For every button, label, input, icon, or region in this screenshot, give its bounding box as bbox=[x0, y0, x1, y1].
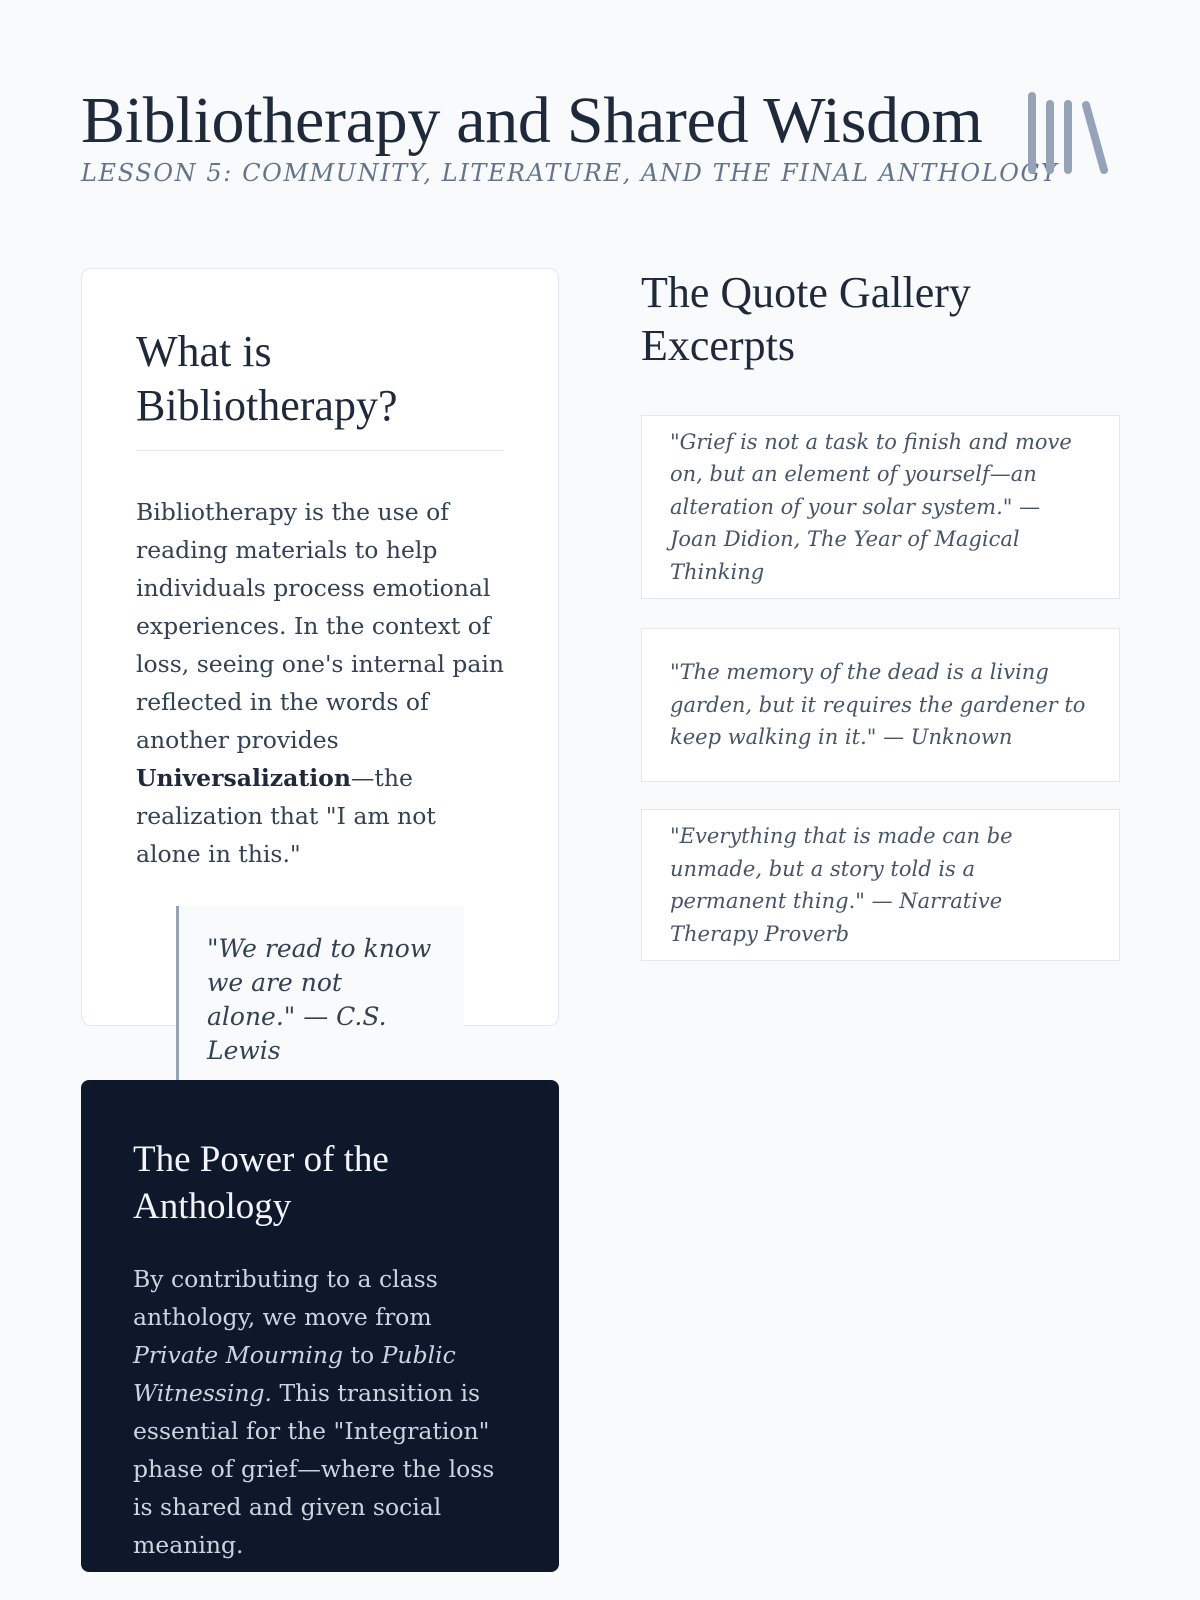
anthology-card bbox=[81, 1080, 559, 1572]
anthology-heading: The Power of the Anthology bbox=[133, 1139, 389, 1227]
anthology-text-part: to bbox=[343, 1341, 382, 1369]
page-title: Bibliotherapy and Shared Wisdom bbox=[81, 84, 983, 157]
page-header bbox=[81, 84, 1121, 188]
quote-card bbox=[641, 628, 1120, 782]
quote-card bbox=[641, 809, 1120, 961]
heading-divider bbox=[136, 450, 504, 451]
public-witnessing-term: Public Witnessing. bbox=[133, 1341, 456, 1407]
page-subtitle: LESSON 5: COMMUNITY, LITERATURE, AND THE FINAL ANTHOLOGY bbox=[81, 159, 1059, 187]
quote-card bbox=[641, 415, 1120, 599]
quote-text: "Everything that is made can be unmade, but a story told is a permanent thing." — Narrative Therapy Proverb bbox=[670, 824, 1013, 946]
quote-gallery-heading: The Quote Gallery Excerpts bbox=[641, 268, 971, 370]
definition-text-end: —the realization that "I am not alone in this." bbox=[136, 764, 436, 868]
quote-text: "The memory of the dead is a living garden, but it requires the gardener to keep walking in it." — Unknown bbox=[670, 660, 1086, 750]
anthology-text bbox=[133, 1260, 509, 1564]
definition-text bbox=[136, 493, 504, 873]
lewis-pull-quote: "We read to know we are not alone." — C.S. Lewis bbox=[176, 906, 464, 1096]
private-mourning-term: Private Mourning bbox=[133, 1341, 344, 1369]
definition-text-start: Bibliotherapy is the use of reading materials to help individuals process emotional experiences. In the context of loss, seeing one's internal pain reflected in the words of another provides bbox=[136, 498, 505, 754]
definition-heading: What is Bibliotherapy? bbox=[136, 327, 398, 430]
universalization-term: Universalization bbox=[136, 764, 351, 792]
bookshelf-icon bbox=[1022, 92, 1110, 176]
definition-card bbox=[81, 268, 559, 1065]
anthology-text-part: By contributing to a class anthology, we move from bbox=[133, 1265, 438, 1331]
quote-text: "Grief is not a task to finish and move on, but an element of yourself—an alteration of your solar system." — Joan Didion, The Year of Magical Thinking bbox=[670, 429, 1072, 584]
anthology-text-part: This transition is essential for the "Integration" phase of grief—where the loss is shared and given social meaning. bbox=[133, 1379, 495, 1559]
